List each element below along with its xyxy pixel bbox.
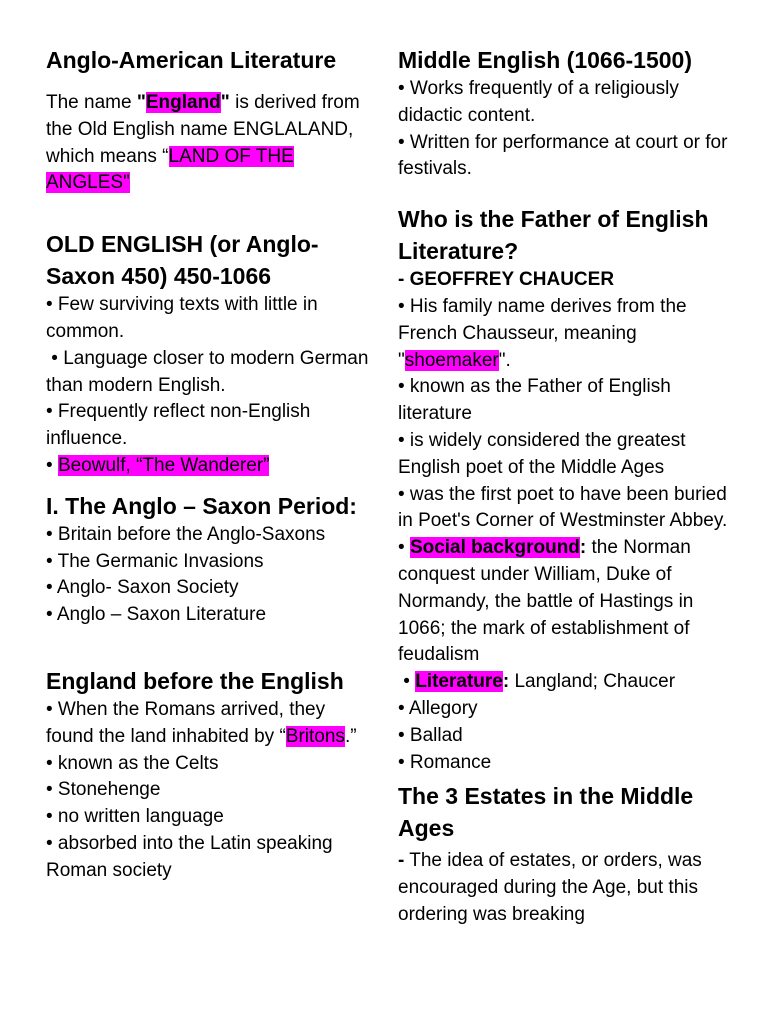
romans-text: • When the Romans arrived, they found the land inhabited by <box>46 698 326 747</box>
list-item: • was the first poet to have been buried in Poet's Corner of Westminster Abbey. <box>398 483 728 532</box>
quote-mark: " <box>220 92 230 113</box>
old-english-heading: OLD ENGLISH (or Anglo-Saxon 450) 450-1066 <box>46 231 319 290</box>
list-item: • Anglo – Saxon Literature <box>46 604 267 626</box>
list-item: • Allegory <box>398 697 478 719</box>
england-highlight: England <box>145 92 221 113</box>
list-item: • Stonehenge <box>46 779 161 801</box>
father-of-english-literature-heading: Who is the Father of English Literature? <box>398 206 709 265</box>
anglo-american-heading: Anglo-American Literature <box>46 47 337 73</box>
england-before-english-heading: England before the English <box>46 667 344 694</box>
geoffrey-chaucer-label: - GEOFFREY CHAUCER <box>398 269 615 291</box>
colon: : <box>579 537 587 559</box>
three-estates-heading: The 3 Estates in the Middle Ages <box>398 783 694 842</box>
open-quote: “ <box>279 725 286 747</box>
family-text: • His family name derives from the French Chausseur, meaning <box>398 295 687 344</box>
list-item: • Britain before the Anglo-Saxons <box>46 523 326 545</box>
list-item: • Few surviving texts with little in common. <box>46 294 318 342</box>
right-column <box>398 44 738 929</box>
shoemaker-highlight: shoemaker <box>404 349 499 371</box>
literature-text: Langland; Chaucer <box>509 671 676 693</box>
bullet: • <box>398 537 410 559</box>
middle-english-list <box>398 76 738 183</box>
list-item: • absorbed into the Latin speaking Roman society <box>46 832 333 881</box>
colon: : <box>502 671 510 693</box>
name-text-1: The name <box>46 92 137 113</box>
close-quote: ". <box>498 349 511 371</box>
anglo-saxon-period-heading: I. The Anglo – Saxon Period: <box>46 492 357 519</box>
dash: - <box>398 850 405 872</box>
estates-paragraph <box>398 848 738 928</box>
name-text-2: is derived from the Old English name ENGLALAND, which means <box>46 92 360 167</box>
bullet: • <box>46 454 58 476</box>
list-item <box>46 697 372 751</box>
social-background-highlight: Social background <box>409 537 580 559</box>
britons-highlight: Britons <box>285 725 345 747</box>
england-before-english-list <box>46 697 372 885</box>
list-item <box>398 669 738 696</box>
middle-english-heading: Middle English (1066-1500) <box>398 47 692 73</box>
list-item <box>398 294 738 374</box>
list-item: • Romance <box>398 751 492 773</box>
list-item: • no written language <box>46 806 224 828</box>
list-item: • Ballad <box>398 724 463 746</box>
quote-mark: " <box>398 349 405 371</box>
list-item: • Frequently reflect non-English influence. <box>46 401 311 450</box>
anglo-saxon-period-list <box>46 522 372 629</box>
list-item: • Anglo- Saxon Society <box>46 577 239 599</box>
close-quote: .” <box>344 725 357 747</box>
list-item: • Works frequently of a religiously didactic content. <box>398 78 679 126</box>
land-of-the-angles-highlight: LAND OF THE ANGLES" <box>46 145 294 194</box>
bullet: • <box>398 671 416 693</box>
list-item: • is widely considered the greatest English poet of the Middle Ages <box>398 429 686 478</box>
chaucer-list <box>398 294 738 776</box>
list-item: • Language closer to modern German than modern English. <box>46 347 374 396</box>
list-item: • The Germanic Invasions <box>46 550 264 572</box>
quote-mark: " <box>136 92 146 113</box>
beowulf-highlight: Beowulf, “The Wanderer” <box>57 454 270 476</box>
list-item: • known as the Celts <box>46 752 219 774</box>
open-quote: “ <box>162 145 169 167</box>
estates-text: The idea of estates, or orders, was encouraged during the Age, but this ordering was breaking <box>398 850 702 925</box>
list-item: • known as the Father of English literature <box>398 376 671 425</box>
list-item: • Written for performance at court or for festivals. <box>398 131 728 180</box>
social-background-text: the Norman conquest under William, Duke of Normandy, the battle of Hastings in 1066; the mark of establishment of feudalism <box>398 537 694 666</box>
england-name-paragraph <box>46 90 372 197</box>
list-item <box>46 453 372 480</box>
old-english-list <box>46 292 372 480</box>
literature-highlight: Literature <box>415 671 503 693</box>
list-item <box>398 535 738 669</box>
left-column <box>46 44 372 885</box>
